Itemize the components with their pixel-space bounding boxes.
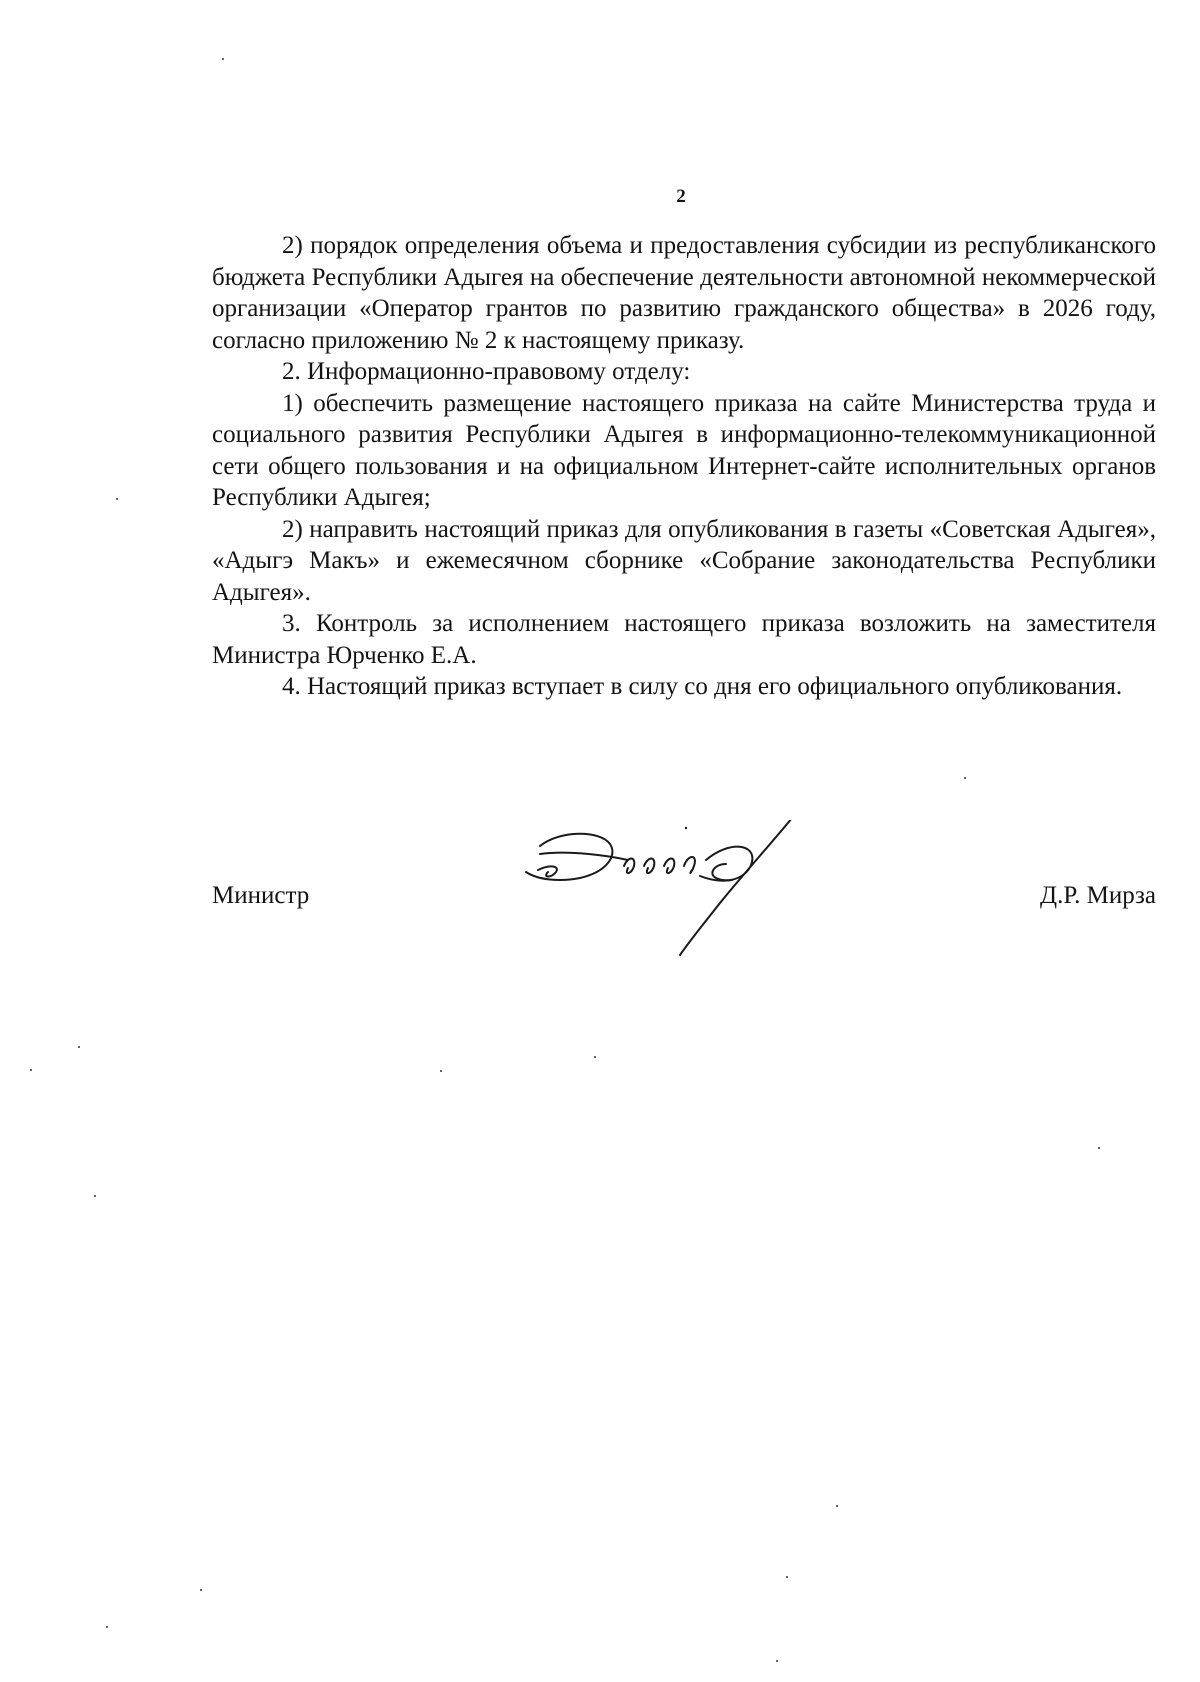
scan-speck: [594, 1056, 596, 1058]
paragraph-subsidy-procedure: 2) порядок определения объема и предоставления субсидии из республиканского бюджета Республики Адыгея на обеспечение деятельности автономной некоммерческой организации «Оператор грантов по развитию гражданского общества» в 2026 году, согласно приложению № 2 к настоящему приказу.: [212, 232, 1156, 354]
signatory-position: Министр: [212, 882, 310, 909]
handwritten-signature: [520, 820, 820, 960]
scan-speck: [786, 1576, 788, 1578]
document-body: [212, 230, 1156, 703]
paragraph-control: 3. Контроль за исполнением настоящего приказа возложить на заместителя Министра Юрченко Е.А.: [212, 610, 1156, 669]
scan-speck: [776, 1660, 778, 1662]
scan-speck: [1098, 1147, 1100, 1149]
paragraph-effective-date: 4. Настоящий приказ вступает в силу со дня его официального опубликования.: [282, 673, 1123, 700]
scan-speck: [836, 1505, 838, 1507]
scan-speck: [94, 1195, 96, 1197]
scan-speck: [106, 1626, 108, 1628]
paragraph-newspaper-publication: 2) направить настоящий приказ для опубликования в газеты «Советская Адыгея», «Адыгэ Макъ» и ежемесячном сборнике «Собрание законодательства Республики Адыгея».: [212, 515, 1156, 606]
paragraph-legal-department: 2. Информационно-правовому отделу:: [282, 358, 691, 385]
scan-speck: [116, 498, 118, 500]
signatory-name: Д.Р. Мирза: [1040, 882, 1156, 909]
scan-speck: [440, 1070, 442, 1072]
scan-speck: [222, 58, 224, 60]
scan-speck: [964, 777, 966, 779]
scan-speck: [30, 1069, 32, 1071]
signature-block: [212, 820, 1156, 960]
scan-speck: [78, 1046, 80, 1048]
page-number: 2: [676, 186, 686, 207]
scan-speck: [200, 1589, 202, 1591]
paragraph-website-placement: 1) обеспечить размещение настоящего приказа на сайте Министерства труда и социального развития Республики Адыгея в информационно-телекоммуникационной сети общего пользования и на официальном Интернет-сайте исполнительных органов Республики Адыгея;: [212, 389, 1156, 511]
